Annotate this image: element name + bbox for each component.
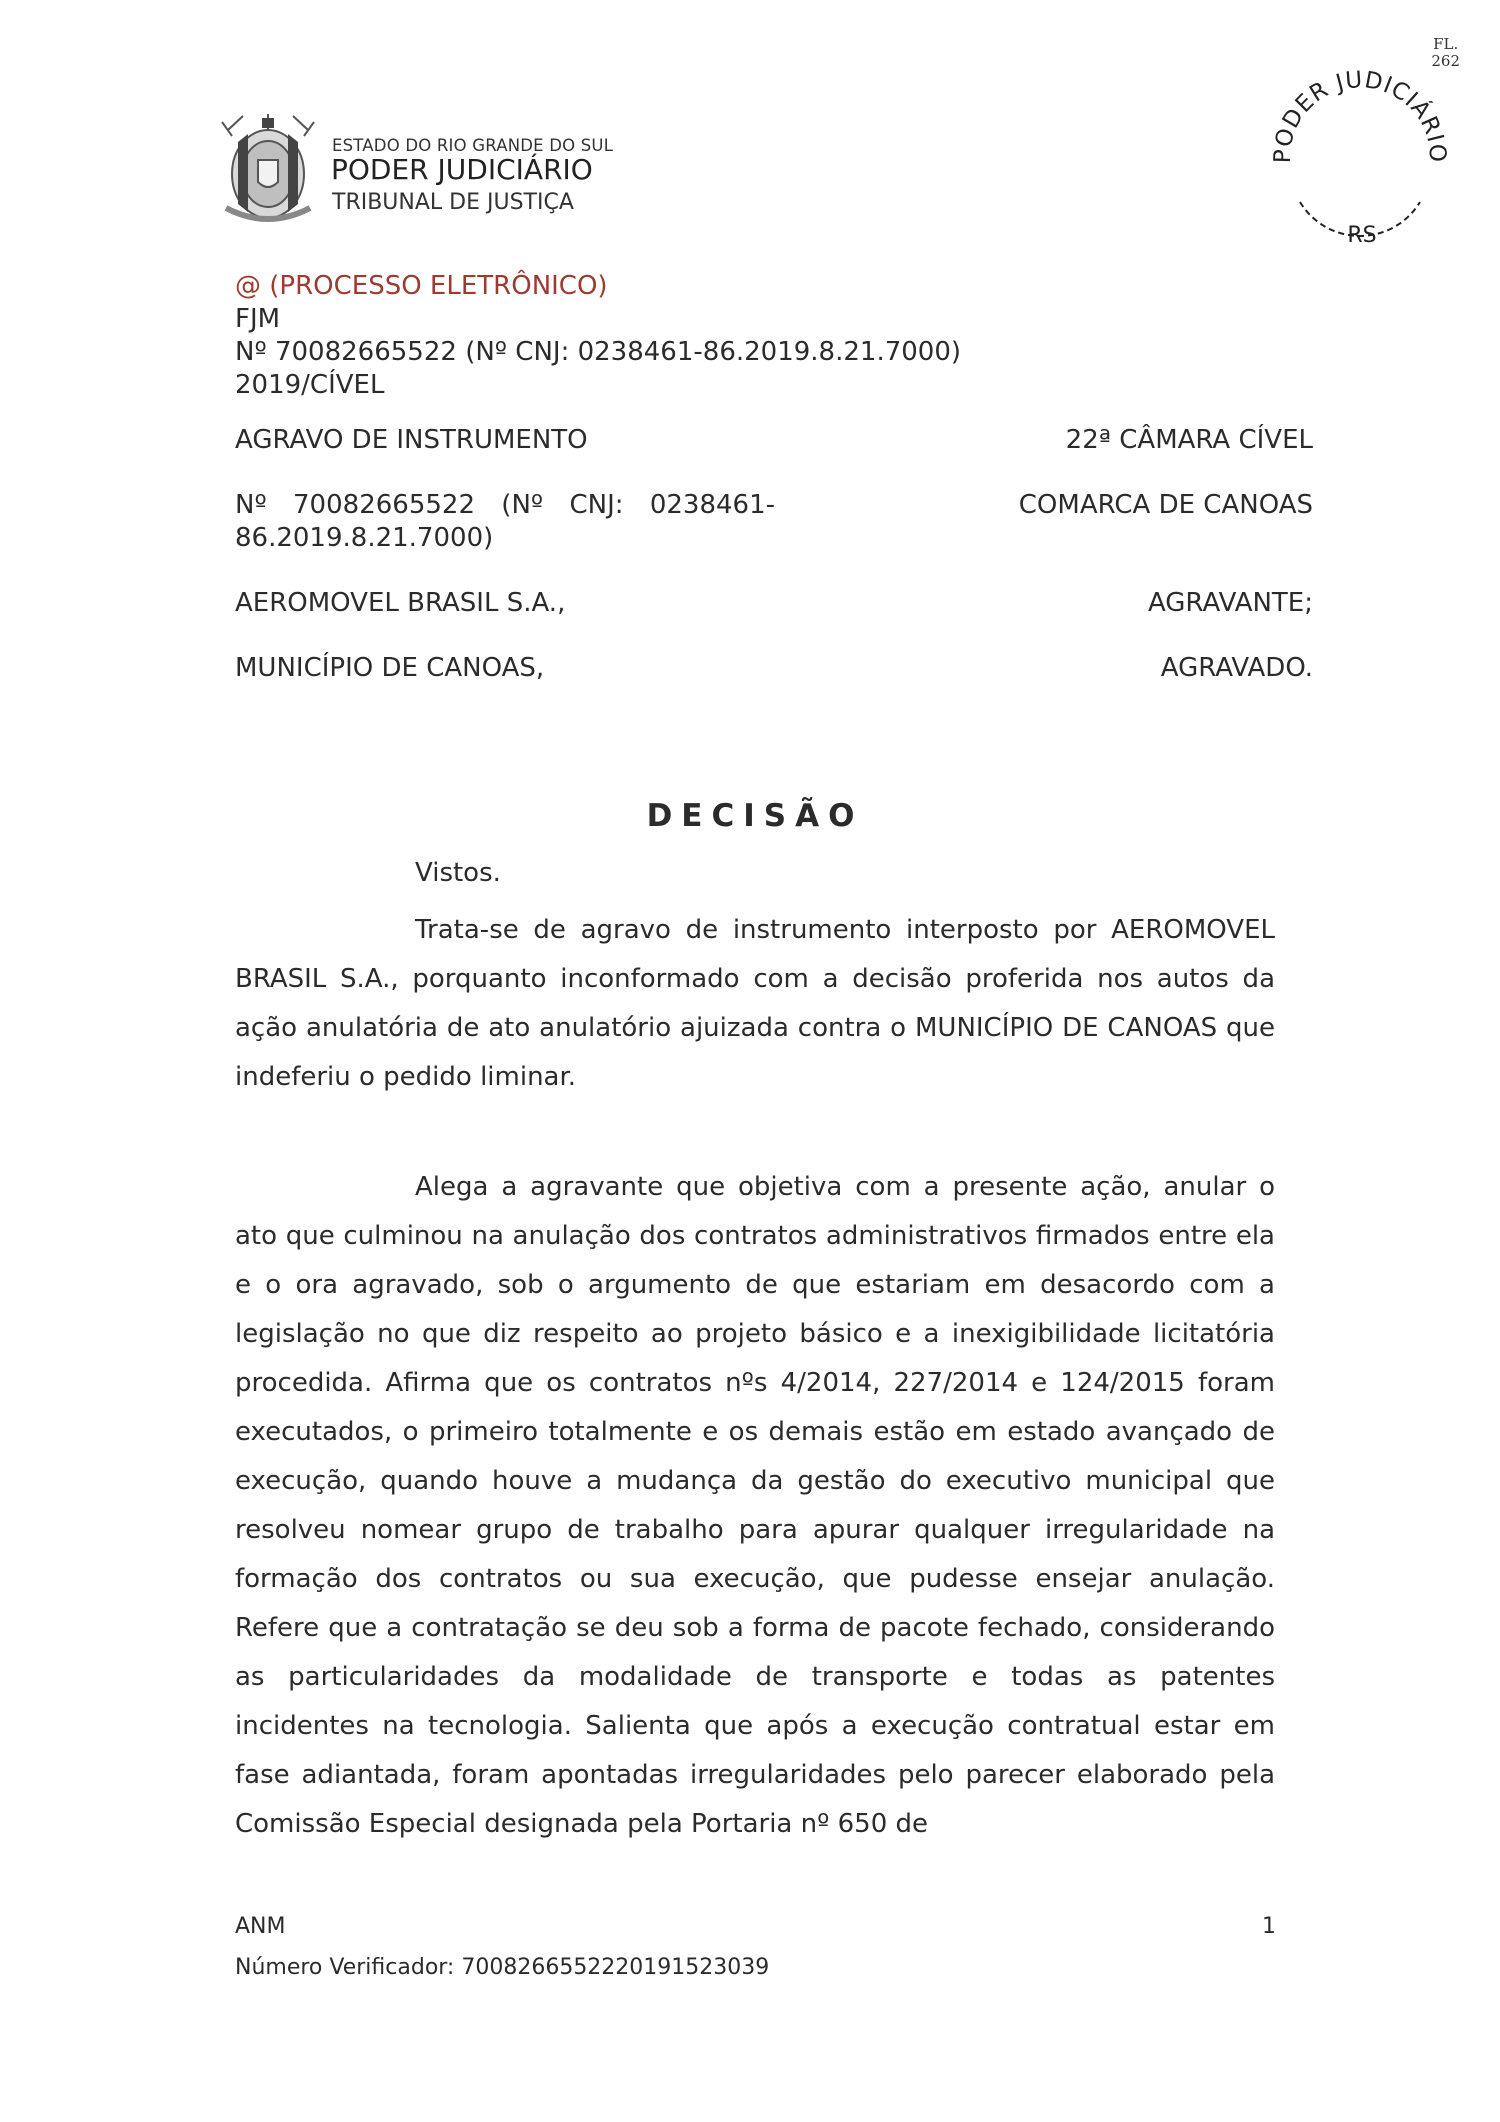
chamber: 22ª CÂMARA CÍVEL xyxy=(1065,425,1313,455)
district: COMARCA DE CANOAS xyxy=(1018,490,1313,520)
footer-code: ANM xyxy=(235,1914,286,1939)
header-power: PODER JUDICIÁRIO xyxy=(331,153,593,186)
decision-opening: Vistos. xyxy=(415,858,501,888)
header-state: ESTADO DO RIO GRANDE DO SUL xyxy=(332,136,614,155)
page-number: 1 xyxy=(1262,1914,1276,1939)
verifier-number: Número Verificador: 7008266552220191523039 xyxy=(235,1955,770,1980)
appellant-role: AGRAVANTE; xyxy=(1147,588,1313,618)
case-initials: FJM xyxy=(235,304,281,334)
case-year: 2019/CÍVEL xyxy=(235,370,385,400)
coat-of-arms-icon xyxy=(218,112,318,234)
appellee-role: AGRAVADO. xyxy=(1160,653,1313,683)
stamp-bottom-text: RS xyxy=(1347,223,1377,248)
decision-title: DECISÃO xyxy=(646,798,864,834)
appellee: MUNICÍPIO DE CANOAS, xyxy=(235,653,545,683)
case-number-repeated: Nº 70082665522 (Nº CNJ: 0238461-86.2019.8.21.7000) xyxy=(235,490,775,553)
decision-paragraph-1: Trata-se de agravo de instrumento interposto por AEROMOVEL BRASIL S.A., porquanto inconformado com a decisão proferida nos autos da ação anulatória de ato anulatório ajuizada contra o MUNICÍPIO DE CANOAS que indeferiu o pedido liminar. xyxy=(235,915,1275,1092)
appellant: AEROMOVEL BRASIL S.A., xyxy=(235,588,566,618)
header-court: TRIBUNAL DE JUSTIÇA xyxy=(332,190,574,215)
stamp-top-text: PODER JUDICIÁRIO xyxy=(1269,66,1451,164)
folio-number: 262 xyxy=(1431,52,1460,70)
folio-label: FL. xyxy=(1433,35,1459,53)
appeal-type: AGRAVO DE INSTRUMENTO xyxy=(235,425,588,455)
case-number: Nº 70082665522 (Nº CNJ: 0238461-86.2019.8.21.7000) xyxy=(235,337,962,367)
court-stamp xyxy=(1260,62,1460,257)
decision-paragraph-2: Alega a agravante que objetiva com a presente ação, anular o ato que culminou na anulação dos contratos administrativos firmados entre ela e o ora agravado, sob o argumento de que estariam em desacordo com a legislação no que diz respeito ao projeto básico e a inexigibilidade licitatória procedida. Afirma que os contratos nºs 4/2014, 227/2014 e 124/2015 foram executados, o primeiro totalmente e os demais estão em estado avançado de execução, quando houve a mudança da gestão do executivo municipal que resolveu nomear grupo de trabalho para apurar qualquer irregularidade na formação dos contratos ou sua execução, que pudesse ensejar anulação. Refere que a contratação se deu sob a forma de pacote fechado, considerando as particularidades da modalidade de transporte e todas as patentes incidentes na tecnologia. Salienta que após a execução contratual estar em fase adiantada, foram apontadas irregularidades pelo parecer elaborado pela Comissão Especial designada pela Portaria nº 650 de xyxy=(235,1172,1275,1839)
process-type: @ (PROCESSO ELETRÔNICO) xyxy=(235,271,608,301)
svg-text:PODER JUDICIÁRIO xyxy=(1270,67,1451,164)
